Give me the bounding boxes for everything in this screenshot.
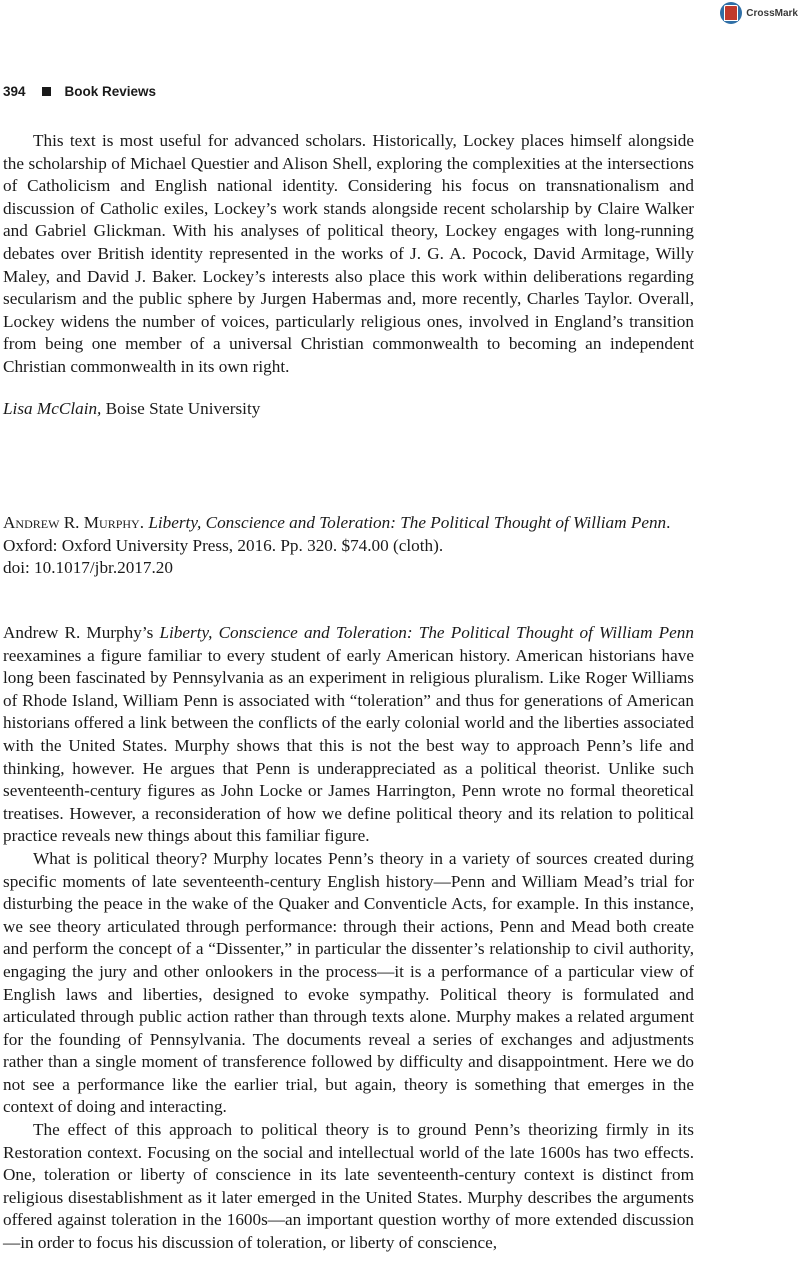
citation-author: Andrew R. Murphy. [3,513,145,532]
book-citation: Andrew R. Murphy. Liberty, Conscience and Toleration: The Political Thought of William Penn. Oxford: Oxford University Press, 2016. Pp. 320. $74.00 (cloth). doi: 10.1017/jbr.2017.20 [3,512,703,580]
page-number: 394 [3,84,26,99]
citation-doi[interactable]: doi: 10.1017/jbr.2017.20 [3,558,173,578]
crossmark-icon [720,2,742,24]
review-1-body [3,130,694,379]
citation-publication: Oxford: Oxford University Press, 2016. Pp. 320. $74.00 (cloth). [3,535,444,555]
review-1-paragraph: This text is most useful for advanced scholars. Historically, Lockey places himself alongside the scholarship of Michael Questier and Alison Shell, exploring the complexities at the intersections of Catholicism and English national identity. Considering his focus on transnationalism and discussion of Catholic exiles, Lockey’s work stands alongside recent scholarship by Claire Walker and Gabriel Glickman. With his analyses of political theory, Lockey engages with long-running debates over British identity represented in the works of J. G. A. Pocock, David Armitage, Willy Maley, and David J. Baker. Lockey’s interests also place this work within deliberations regarding secularism and the public sphere by Jurgen Habermas and, more recently, Charles Taylor. Overall, Lockey widens the number of voices, particularly religious ones, involved in England’s transition from being one member of a universal Christian commonwealth to becoming an independent Christian commonwealth in its own right. [3,131,694,376]
crossmark-badge[interactable] [720,2,798,24]
running-head [3,84,156,99]
reviewer-name: Lisa McClain, [3,399,102,418]
review-2-paragraph-3: The effect of this approach to political theory is to ground Penn’s theorizing firmly in its Restoration context. Focusing on the social and intellectual world of the late 1600s has two effects. One, toleration or liberty of conscience in its late seventeenth-century context is distinct from religious disestablishment as it later emerged in the United States. Murphy describes the arguments offered against toleration in the 1600s—an important question worthy of more extended discussion—in order to focus his discussion of toleration, or liberty of conscience, [3,1120,694,1253]
square-bullet-icon [42,87,51,96]
reviewer-affiliation: Boise State University [105,399,261,418]
review-2-book-title: Liberty, Conscience and Toleration: The Political Thought of William Penn [159,623,694,642]
crossmark-label: CrossMark [746,7,798,19]
review-2-paragraph-1 [3,622,694,848]
review-2-paragraph-2: What is political theory? Murphy locates Penn’s theory in a variety of sources created during specific moments of late seventeenth-century English history—Penn and William Mead’s trial for disturbing the peace in the wake of the Quaker and Conventicle Acts, for example. In this instance, we see theory articulated through performance: through their actions, Penn and Mead both create and perform the concept of a “Dissenter,” in particular the dissenter’s relationship to civil authority, engaging the jury and other onlookers in the process—it is a performance of a particular view of English laws and liberties, designed to evoke sympathy. Political theory is formulated and articulated through public action rather than through texts alone. Murphy makes a related argument for the founding of Pennsylvania. The documents reveal a series of exchanges and adjustments rather than a single moment of transference followed by difficulty and disappointment. Here we do not see a performance like the earlier trial, but again, theory is something that emerges in the context of doing and interacting. [3,848,694,1117]
review-2-lead: Andrew R. Murphy’s [3,623,154,642]
review-2-p1-text: reexamines a figure familiar to every student of early American history. American historians have long been fascinated by Pennsylvania as an experiment in religious pluralism. Like Roger Williams of Rhode Island, William Penn is associated with “toleration” and thus for generations of American historians offered a link between the conflicts of the early colonial world and the liberties associated with the United States. Murphy shows that this is not the best way to approach Penn’s life and thinking, however. He argues that Penn is underappreciated as a political theorist. Unlike such seventeenth-century figures as John Locke or James Harrington, Penn wrote no formal theoretical treatises. However, a reconsideration of how we define political theory and its relation to political practice reveals new things about this familiar figure. [3,645,694,846]
citation-title: Liberty, Conscience and Toleration: The Political Thought of William Penn [148,513,667,532]
review-2-body [3,622,694,1255]
reviewer-signature [3,399,260,419]
section-title: Book Reviews [64,84,157,99]
